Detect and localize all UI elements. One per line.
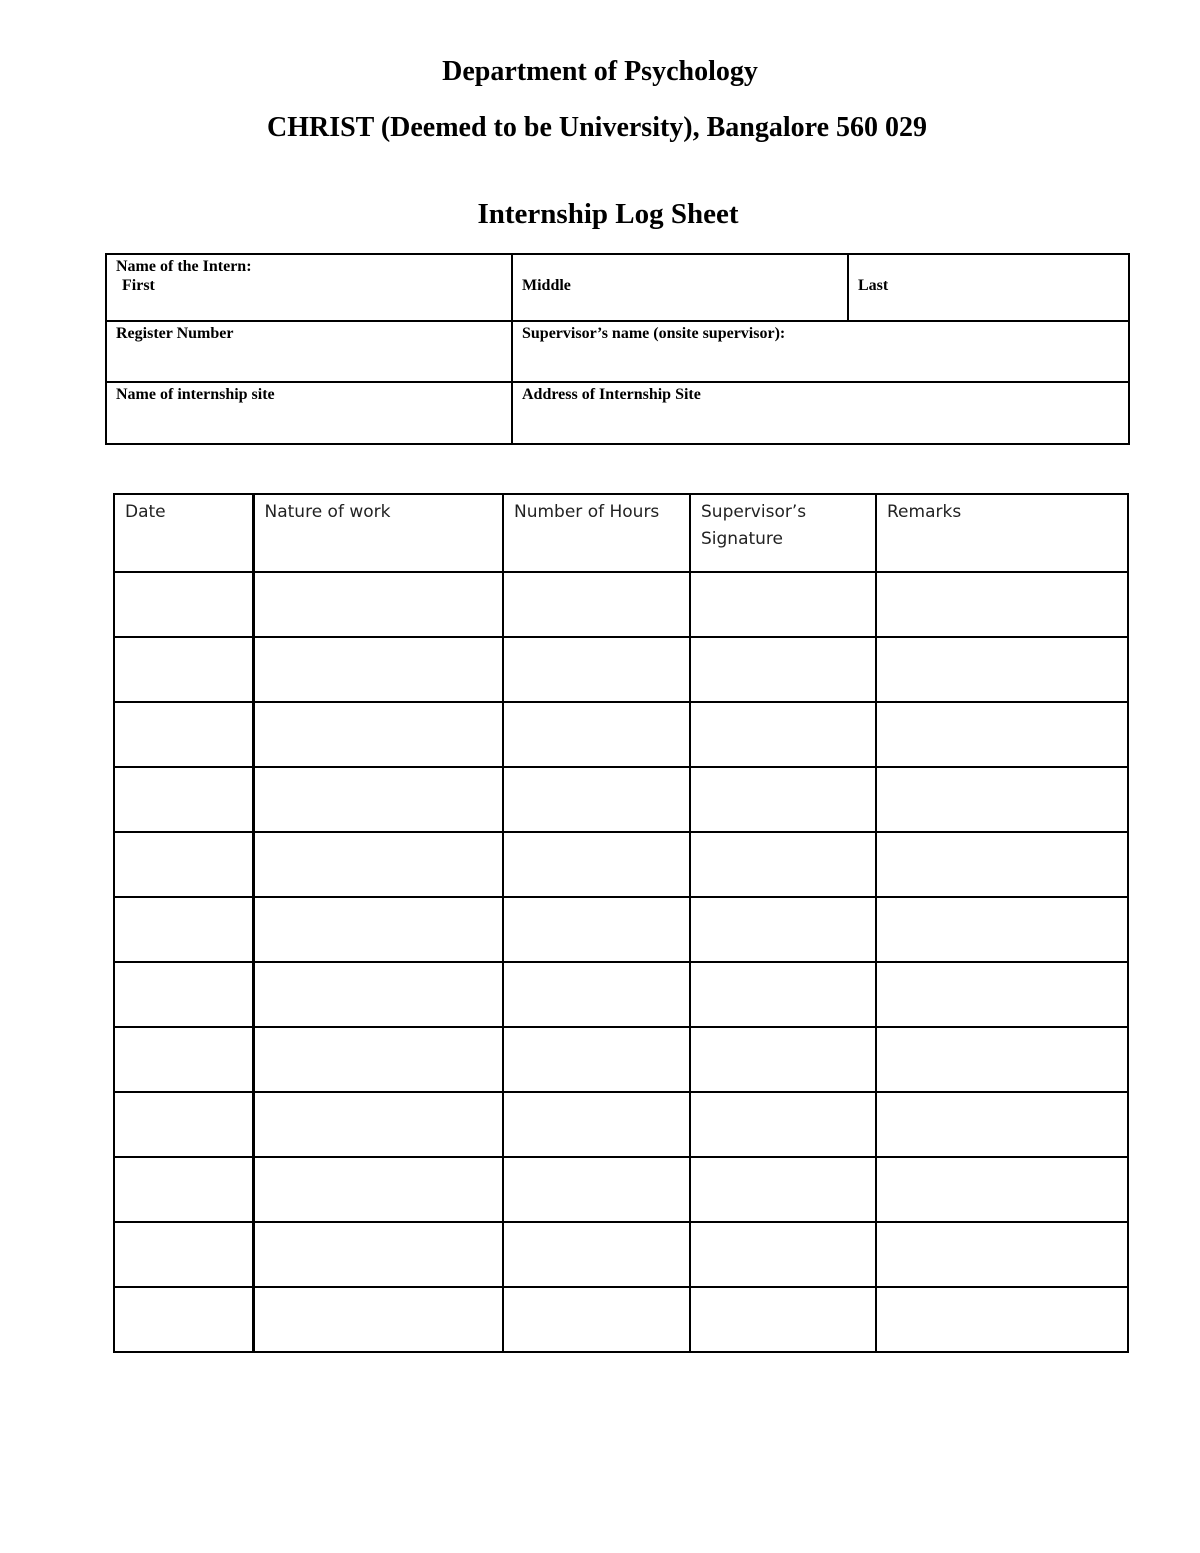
signature-cell[interactable] <box>690 702 876 767</box>
remarks-cell[interactable] <box>876 572 1128 637</box>
hours-cell[interactable] <box>503 1027 690 1092</box>
date-cell[interactable] <box>114 1157 253 1222</box>
log-entry-row <box>114 572 1128 637</box>
log-entry-row <box>114 702 1128 767</box>
hours-cell[interactable] <box>503 1157 690 1222</box>
middle-name-label: Middle <box>522 277 571 294</box>
remarks-cell[interactable] <box>876 1027 1128 1092</box>
hours-cell[interactable] <box>503 572 690 637</box>
log-entry-row <box>114 1287 1128 1352</box>
date-cell[interactable] <box>114 572 253 637</box>
column-header-nature-of-work: Nature of work <box>253 494 503 572</box>
signature-cell[interactable] <box>690 832 876 897</box>
signature-cell[interactable] <box>690 637 876 702</box>
internship-log-table <box>113 493 1129 1353</box>
signature-cell[interactable] <box>690 1287 876 1352</box>
nature-of-work-cell[interactable] <box>253 962 503 1027</box>
nature-of-work-cell[interactable] <box>253 637 503 702</box>
log-header-row <box>114 494 1128 572</box>
hours-cell[interactable] <box>503 832 690 897</box>
date-cell[interactable] <box>114 1027 253 1092</box>
first-name-field[interactable] <box>106 254 512 321</box>
register-number-field[interactable] <box>106 321 512 382</box>
log-entry-row <box>114 637 1128 702</box>
signature-cell[interactable] <box>690 1092 876 1157</box>
remarks-cell[interactable] <box>876 1157 1128 1222</box>
hours-cell[interactable] <box>503 1222 690 1287</box>
column-header-hours: Number of Hours <box>503 494 690 572</box>
date-cell[interactable] <box>114 1222 253 1287</box>
university-heading: CHRIST (Deemed to be University), Bangalore 560 029 <box>266 112 928 143</box>
date-cell[interactable] <box>114 767 253 832</box>
date-cell[interactable] <box>114 702 253 767</box>
column-header-remarks: Remarks <box>876 494 1128 572</box>
log-entry-row <box>114 767 1128 832</box>
log-entry-row <box>114 962 1128 1027</box>
hours-cell[interactable] <box>503 637 690 702</box>
hours-cell[interactable] <box>503 1092 690 1157</box>
date-cell[interactable] <box>114 832 253 897</box>
hours-cell[interactable] <box>503 897 690 962</box>
remarks-cell[interactable] <box>876 767 1128 832</box>
remarks-cell[interactable] <box>876 832 1128 897</box>
internship-site-label: Name of internship site <box>116 386 275 403</box>
log-body <box>114 572 1128 1352</box>
remarks-cell[interactable] <box>876 1092 1128 1157</box>
department-heading: Department of Psychology <box>442 56 758 87</box>
nature-of-work-cell[interactable] <box>253 897 503 962</box>
nature-of-work-cell[interactable] <box>253 702 503 767</box>
log-entry-row <box>114 1157 1128 1222</box>
remarks-cell[interactable] <box>876 702 1128 767</box>
form-title: Internship Log Sheet <box>477 198 739 230</box>
nature-of-work-cell[interactable] <box>253 767 503 832</box>
remarks-cell[interactable] <box>876 637 1128 702</box>
nature-of-work-cell[interactable] <box>253 1027 503 1092</box>
signature-cell[interactable] <box>690 572 876 637</box>
internship-site-field[interactable] <box>106 382 512 444</box>
hours-cell[interactable] <box>503 767 690 832</box>
column-header-supervisor-signature: Supervisor’s Signature <box>690 494 876 572</box>
remarks-cell[interactable] <box>876 1222 1128 1287</box>
hours-cell[interactable] <box>503 1287 690 1352</box>
hours-cell[interactable] <box>503 702 690 767</box>
log-entry-row <box>114 832 1128 897</box>
nature-of-work-cell[interactable] <box>253 572 503 637</box>
date-cell[interactable] <box>114 1287 253 1352</box>
date-cell[interactable] <box>114 1092 253 1157</box>
log-entry-row <box>114 1027 1128 1092</box>
nature-of-work-cell[interactable] <box>253 1287 503 1352</box>
nature-of-work-cell[interactable] <box>253 1092 503 1157</box>
log-entry-row <box>114 1092 1128 1157</box>
signature-cell[interactable] <box>690 1157 876 1222</box>
intern-info-table <box>105 253 1130 445</box>
log-entry-row <box>114 1222 1128 1287</box>
remarks-cell[interactable] <box>876 897 1128 962</box>
signature-cell[interactable] <box>690 962 876 1027</box>
column-header-date: Date <box>114 494 253 572</box>
signature-cell[interactable] <box>690 1027 876 1092</box>
nature-of-work-cell[interactable] <box>253 1222 503 1287</box>
nature-of-work-cell[interactable] <box>253 832 503 897</box>
signature-cell[interactable] <box>690 767 876 832</box>
intern-name-label: Name of the Intern: <box>116 258 252 275</box>
remarks-cell[interactable] <box>876 1287 1128 1352</box>
signature-cell[interactable] <box>690 897 876 962</box>
site-address-label: Address of Internship Site <box>522 386 701 403</box>
date-cell[interactable] <box>114 897 253 962</box>
site-address-field[interactable] <box>512 382 1129 444</box>
first-name-label: First <box>122 277 155 294</box>
register-number-label: Register Number <box>116 325 234 342</box>
signature-cell[interactable] <box>690 1222 876 1287</box>
last-name-field[interactable] <box>848 254 1129 321</box>
middle-name-field[interactable] <box>512 254 848 321</box>
supervisor-name-field[interactable] <box>512 321 1129 382</box>
date-cell[interactable] <box>114 637 253 702</box>
last-name-label: Last <box>858 277 889 294</box>
nature-of-work-cell[interactable] <box>253 1157 503 1222</box>
supervisor-name-label: Supervisor’s name (onsite supervisor): <box>522 325 786 342</box>
log-entry-row <box>114 897 1128 962</box>
hours-cell[interactable] <box>503 962 690 1027</box>
date-cell[interactable] <box>114 962 253 1027</box>
remarks-cell[interactable] <box>876 962 1128 1027</box>
